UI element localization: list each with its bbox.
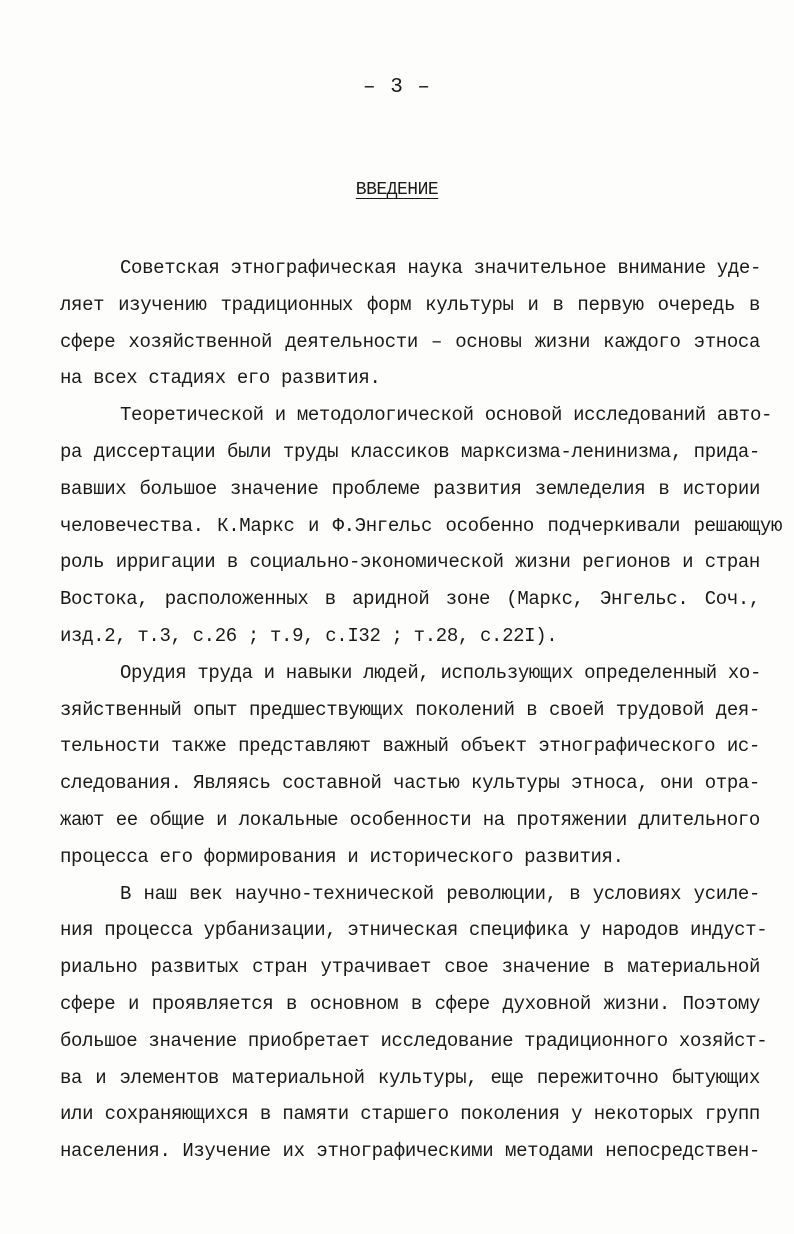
paragraph-2-line-5: роль ирригации в социально-экономической жизни регионов и стран (60, 551, 760, 574)
paragraph-1-line-1: Советская этнографическая наука значительное внимание уде- (120, 257, 762, 279)
body-text (60, 250, 782, 1170)
paragraph-2-line-3: вавших большое значение проблеме развития земледелия в истории (60, 477, 760, 500)
paragraph-4-line-4: сфере и проявляется в основном в сфере духовной жизни. Поэтому (60, 992, 760, 1015)
paragraph-4-line-2: ния процесса урбанизации, этническая специфика у народов индуст- (60, 919, 768, 942)
paragraph-3-line-4: следования. Являясь составной частью культуры этноса, они отра- (60, 772, 760, 795)
paragraph-4-line-7: или сохраняющихся в памяти старшего поколения у некоторых групп (60, 1103, 760, 1126)
paragraph-2-line-4: человечества. К.Маркс и Ф.Энгельс особенно подчеркивали решающую (60, 514, 782, 537)
paragraph-3-line-3: тельности также представляют важный объект этнографического ис- (60, 735, 760, 758)
paragraph-2-line-6: Востока, расположенных в аридной зоне (Маркс, Энгельс. Соч., (60, 588, 760, 611)
paragraph-4-line-3: риально развитых стран утрачивает свое значение в материальной (60, 956, 760, 979)
paragraph-2-line-1: Теоретической и методологической основой исследований авто- (120, 404, 773, 427)
paragraph-4-line-1: В наш век научно-технической революции, в условиях усиле- (120, 882, 760, 905)
paragraph-2-line-2: ра диссертации были труды классиков марксизма-ленинизма, прида- (60, 440, 760, 463)
paragraph-1-line-4: на всех стадиях его развития. (60, 367, 381, 390)
page-number: – 3 – (362, 76, 431, 99)
paragraph-3-line-6: процесса его формирования и исторического развития. (60, 845, 624, 868)
section-heading: ВВЕДЕНИЕ (355, 180, 439, 200)
paragraph-4-line-8: населения. Изучение их этнографическими методами непосредствен- (60, 1140, 760, 1163)
paragraph-4-line-6: ва и элементов материальной культуры, еще пережиточно бытующих (60, 1066, 760, 1089)
paragraph-1-line-2: ляет изучению традиционных форм культуры и в первую очередь в (60, 293, 760, 316)
paragraph-3-line-1: Орудия труда и навыки людей, использующих определенный хо- (120, 661, 762, 684)
paragraph-1-line-3: сфере хозяйственной деятельности – основы жизни каждого этноса (60, 330, 760, 353)
paragraph-4-line-5: большое значение приобретает исследование традиционного хозяйст- (60, 1029, 768, 1052)
paragraph-3-line-2: зяйственный опыт предшествующих поколений в своей трудовой дея- (60, 698, 760, 721)
paragraph-3-line-5: жают ее общие и локальные особенности на протяжении длительного (60, 808, 760, 831)
paragraph-2-line-7: изд.2, т.3, с.26 ; т.9, с.I32 ; т.28, с.22I). (60, 624, 558, 647)
